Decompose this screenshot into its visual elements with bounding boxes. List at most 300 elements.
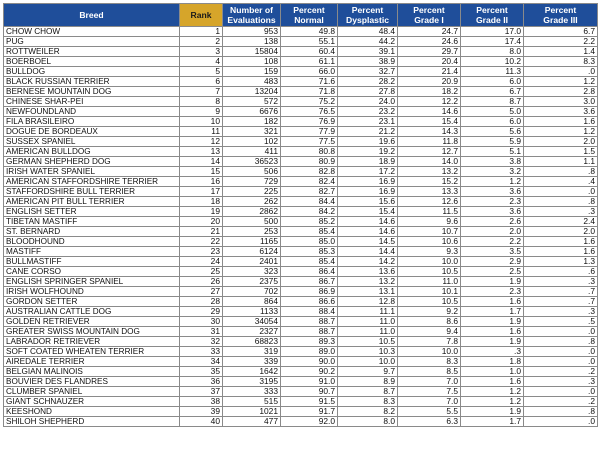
- cell-grade-1: 7.5: [398, 387, 461, 397]
- cell-breed: PUG: [4, 37, 180, 47]
- cell-grade-3: 1.6: [524, 117, 598, 127]
- cell-normal: 86.9: [281, 287, 338, 297]
- cell-normal: 84.4: [281, 197, 338, 207]
- cell-grade-3: 6.7: [524, 27, 598, 37]
- cell-normal: 85.0: [281, 237, 338, 247]
- cell-grade-3: .3: [524, 377, 598, 387]
- cell-rank: 7: [180, 87, 223, 97]
- cell-grade-3: .5: [524, 317, 598, 327]
- table-row[interactable]: [4, 327, 598, 337]
- cell-grade-2: 2.6: [461, 217, 524, 227]
- cell-grade-1: 9.4: [398, 327, 461, 337]
- cell-grade-2: 3.5: [461, 247, 524, 257]
- cell-grade-3: .6: [524, 267, 598, 277]
- cell-normal: 60.4: [281, 47, 338, 57]
- table-row[interactable]: [4, 407, 598, 417]
- table-row[interactable]: [4, 137, 598, 147]
- cell-dysplastic: 19.6: [338, 137, 398, 147]
- cell-breed: ENGLISH SPRINGER SPANIEL: [4, 277, 180, 287]
- cell-breed: CHOW CHOW: [4, 27, 180, 37]
- cell-rank: 1: [180, 27, 223, 37]
- cell-dysplastic: 16.9: [338, 177, 398, 187]
- cell-grade-2: 6.7: [461, 87, 524, 97]
- cell-grade-1: 10.5: [398, 297, 461, 307]
- col-header-rank[interactable]: Rank: [180, 4, 223, 27]
- cell-dysplastic: 10.5: [338, 337, 398, 347]
- table-row[interactable]: [4, 217, 598, 227]
- cell-dysplastic: 11.0: [338, 317, 398, 327]
- cell-grade-1: 15.2: [398, 177, 461, 187]
- table-row[interactable]: [4, 417, 598, 427]
- cell-evaluations: 321: [223, 127, 281, 137]
- col-header-normal[interactable]: [281, 4, 338, 27]
- cell-grade-3: 2.4: [524, 217, 598, 227]
- table-row[interactable]: [4, 207, 598, 217]
- cell-grade-1: 9.6: [398, 217, 461, 227]
- cell-normal: 71.6: [281, 77, 338, 87]
- cell-rank: 4: [180, 57, 223, 67]
- col-header-grade-3-l2: Grade III: [543, 15, 578, 25]
- cell-breed: AMERICAN STAFFORDSHIRE TERRIER: [4, 177, 180, 187]
- cell-grade-3: .8: [524, 167, 598, 177]
- cell-breed: FILA BRASILEIRO: [4, 117, 180, 127]
- cell-evaluations: 2862: [223, 207, 281, 217]
- cell-grade-3: .0: [524, 347, 598, 357]
- cell-breed: GIANT SCHNAUZER: [4, 397, 180, 407]
- cell-evaluations: 729: [223, 177, 281, 187]
- table-body: [4, 27, 598, 427]
- hip-dysplasia-table: [3, 3, 598, 427]
- cell-breed: BELGIAN MALINOIS: [4, 367, 180, 377]
- cell-evaluations: 323: [223, 267, 281, 277]
- table-row[interactable]: [4, 317, 598, 327]
- cell-dysplastic: 16.9: [338, 187, 398, 197]
- cell-grade-1: 7.0: [398, 377, 461, 387]
- table-row[interactable]: [4, 167, 598, 177]
- cell-dysplastic: 8.0: [338, 417, 398, 427]
- cell-grade-2: 2.0: [461, 227, 524, 237]
- cell-grade-1: 20.4: [398, 57, 461, 67]
- cell-normal: 90.7: [281, 387, 338, 397]
- table-row[interactable]: [4, 337, 598, 347]
- cell-grade-1: 14.6: [398, 107, 461, 117]
- table-row[interactable]: [4, 67, 598, 77]
- cell-grade-2: 2.9: [461, 257, 524, 267]
- cell-evaluations: 159: [223, 67, 281, 77]
- cell-rank: 2: [180, 37, 223, 47]
- col-header-dysplastic-l1: Percent: [351, 5, 384, 15]
- cell-grade-1: 12.7: [398, 147, 461, 157]
- cell-grade-1: 10.7: [398, 227, 461, 237]
- cell-grade-2: 3.6: [461, 207, 524, 217]
- cell-evaluations: 225: [223, 187, 281, 197]
- cell-evaluations: 13204: [223, 87, 281, 97]
- table-row[interactable]: [4, 387, 598, 397]
- cell-dysplastic: 32.7: [338, 67, 398, 77]
- cell-grade-1: 20.9: [398, 77, 461, 87]
- cell-grade-3: .0: [524, 417, 598, 427]
- cell-normal: 91.0: [281, 377, 338, 387]
- cell-evaluations: 2375: [223, 277, 281, 287]
- cell-breed: CANE CORSO: [4, 267, 180, 277]
- table-row[interactable]: [4, 157, 598, 167]
- cell-grade-2: 1.2: [461, 387, 524, 397]
- cell-dysplastic: 17.2: [338, 167, 398, 177]
- cell-grade-2: 3.2: [461, 167, 524, 177]
- cell-grade-3: .0: [524, 67, 598, 77]
- cell-rank: 25: [180, 267, 223, 277]
- cell-grade-1: 8.3: [398, 357, 461, 367]
- cell-dysplastic: 48.4: [338, 27, 398, 37]
- cell-grade-2: 17.4: [461, 37, 524, 47]
- cell-breed: BERNESE MOUNTAIN DOG: [4, 87, 180, 97]
- cell-grade-1: 11.5: [398, 207, 461, 217]
- cell-dysplastic: 15.6: [338, 197, 398, 207]
- col-header-grade-3-l1: Percent: [544, 5, 577, 15]
- table-row[interactable]: [4, 357, 598, 367]
- table-row[interactable]: [4, 77, 598, 87]
- cell-grade-2: .3: [461, 347, 524, 357]
- col-header-normal-l2: Normal: [294, 15, 324, 25]
- cell-dysplastic: 8.7: [338, 387, 398, 397]
- cell-normal: 49.8: [281, 27, 338, 37]
- table-row[interactable]: [4, 347, 598, 357]
- cell-grade-2: 5.9: [461, 137, 524, 147]
- cell-normal: 84.2: [281, 207, 338, 217]
- cell-evaluations: 2401: [223, 257, 281, 267]
- cell-normal: 88.7: [281, 327, 338, 337]
- cell-grade-2: 2.5: [461, 267, 524, 277]
- cell-evaluations: 515: [223, 397, 281, 407]
- cell-normal: 80.8: [281, 147, 338, 157]
- cell-rank: 21: [180, 227, 223, 237]
- cell-normal: 86.6: [281, 297, 338, 307]
- col-header-breed[interactable]: Breed: [4, 4, 180, 27]
- table-row[interactable]: [4, 197, 598, 207]
- cell-rank: 24: [180, 257, 223, 267]
- cell-grade-3: .0: [524, 387, 598, 397]
- cell-grade-3: 3.0: [524, 97, 598, 107]
- cell-grade-3: 1.4: [524, 47, 598, 57]
- cell-dysplastic: 14.5: [338, 237, 398, 247]
- cell-grade-1: 10.1: [398, 287, 461, 297]
- cell-grade-1: 10.6: [398, 237, 461, 247]
- cell-grade-2: 1.8: [461, 357, 524, 367]
- table-row[interactable]: [4, 397, 598, 407]
- cell-rank: 35: [180, 367, 223, 377]
- cell-grade-1: 21.4: [398, 67, 461, 77]
- cell-rank: 23: [180, 247, 223, 257]
- table-row[interactable]: [4, 377, 598, 387]
- cell-breed: KEESHOND: [4, 407, 180, 417]
- table-row[interactable]: [4, 147, 598, 157]
- table-row[interactable]: [4, 277, 598, 287]
- cell-evaluations: 34054: [223, 317, 281, 327]
- cell-grade-3: 1.5: [524, 147, 598, 157]
- cell-rank: 37: [180, 387, 223, 397]
- cell-dysplastic: 13.2: [338, 277, 398, 287]
- cell-grade-3: .8: [524, 197, 598, 207]
- table-row[interactable]: [4, 27, 598, 37]
- table-row[interactable]: [4, 117, 598, 127]
- cell-breed: CLUMBER SPANIEL: [4, 387, 180, 397]
- cell-normal: 90.0: [281, 357, 338, 367]
- col-header-grade-1[interactable]: [398, 4, 461, 27]
- cell-dysplastic: 14.6: [338, 227, 398, 237]
- cell-grade-1: 13.3: [398, 187, 461, 197]
- table-row[interactable]: [4, 177, 598, 187]
- cell-evaluations: 702: [223, 287, 281, 297]
- cell-evaluations: 339: [223, 357, 281, 367]
- cell-breed: SHILOH SHEPHERD: [4, 417, 180, 427]
- cell-grade-3: .7: [524, 297, 598, 307]
- cell-normal: 77.5: [281, 137, 338, 147]
- cell-rank: 15: [180, 167, 223, 177]
- cell-normal: 66.0: [281, 67, 338, 77]
- col-header-dysplastic-l2: Dysplastic: [346, 15, 389, 25]
- cell-breed: NEWFOUNDLAND: [4, 107, 180, 117]
- table-row[interactable]: [4, 57, 598, 67]
- cell-grade-2: 1.0: [461, 367, 524, 377]
- cell-grade-1: 8.5: [398, 367, 461, 377]
- cell-grade-3: .0: [524, 327, 598, 337]
- cell-grade-3: .8: [524, 407, 598, 417]
- cell-breed: STAFFORDSHIRE BULL TERRIER: [4, 187, 180, 197]
- cell-breed: BOUVIER DES FLANDRES: [4, 377, 180, 387]
- cell-dysplastic: 27.8: [338, 87, 398, 97]
- cell-grade-1: 6.3: [398, 417, 461, 427]
- cell-grade-3: 1.1: [524, 157, 598, 167]
- cell-grade-2: 1.6: [461, 297, 524, 307]
- cell-normal: 85.2: [281, 217, 338, 227]
- table-row[interactable]: [4, 307, 598, 317]
- cell-grade-2: 2.2: [461, 237, 524, 247]
- cell-grade-3: 2.2: [524, 37, 598, 47]
- cell-breed: BLOODHOUND: [4, 237, 180, 247]
- cell-dysplastic: 44.2: [338, 37, 398, 47]
- cell-dysplastic: 11.0: [338, 327, 398, 337]
- col-header-grade-2[interactable]: [461, 4, 524, 27]
- cell-evaluations: 182: [223, 117, 281, 127]
- cell-dysplastic: 19.2: [338, 147, 398, 157]
- cell-breed: AIREDALE TERRIER: [4, 357, 180, 367]
- cell-normal: 90.2: [281, 367, 338, 377]
- cell-breed: GERMAN SHEPHERD DOG: [4, 157, 180, 167]
- cell-grade-2: 17.0: [461, 27, 524, 37]
- cell-grade-2: 1.9: [461, 277, 524, 287]
- cell-evaluations: 572: [223, 97, 281, 107]
- cell-breed: ROTTWEILER: [4, 47, 180, 57]
- col-header-evaluations-l1: Number of: [230, 5, 273, 15]
- cell-dysplastic: 10.0: [338, 357, 398, 367]
- cell-grade-2: 5.6: [461, 127, 524, 137]
- cell-rank: 27: [180, 287, 223, 297]
- cell-normal: 82.4: [281, 177, 338, 187]
- cell-rank: 17: [180, 187, 223, 197]
- cell-breed: AUSTRALIAN CATTLE DOG: [4, 307, 180, 317]
- cell-grade-2: 5.0: [461, 107, 524, 117]
- cell-grade-3: .3: [524, 207, 598, 217]
- cell-dysplastic: 21.2: [338, 127, 398, 137]
- header-row: [4, 4, 598, 27]
- cell-dysplastic: 13.6: [338, 267, 398, 277]
- cell-evaluations: 506: [223, 167, 281, 177]
- cell-breed: CHINESE SHAR-PEI: [4, 97, 180, 107]
- cell-normal: 85.4: [281, 227, 338, 237]
- table-row[interactable]: [4, 187, 598, 197]
- cell-grade-3: 2.0: [524, 137, 598, 147]
- table-row[interactable]: [4, 257, 598, 267]
- col-header-dysplastic[interactable]: [338, 4, 398, 27]
- cell-grade-3: 2.8: [524, 87, 598, 97]
- cell-dysplastic: 28.2: [338, 77, 398, 87]
- cell-grade-1: 18.2: [398, 87, 461, 97]
- cell-grade-1: 9.2: [398, 307, 461, 317]
- cell-rank: 12: [180, 137, 223, 147]
- cell-grade-1: 10.5: [398, 267, 461, 277]
- cell-normal: 88.4: [281, 307, 338, 317]
- cell-rank: 18: [180, 197, 223, 207]
- cell-normal: 76.5: [281, 107, 338, 117]
- cell-grade-2: 1.6: [461, 377, 524, 387]
- cell-rank: 33: [180, 347, 223, 357]
- col-header-normal-l1: Percent: [293, 5, 325, 15]
- cell-normal: 85.3: [281, 247, 338, 257]
- cell-rank: 34: [180, 357, 223, 367]
- table-row[interactable]: [4, 287, 598, 297]
- cell-rank: 13: [180, 147, 223, 157]
- cell-breed: ENGLISH SETTER: [4, 207, 180, 217]
- cell-evaluations: 3195: [223, 377, 281, 387]
- cell-evaluations: 6124: [223, 247, 281, 257]
- cell-evaluations: 108: [223, 57, 281, 67]
- cell-breed: ST. BERNARD: [4, 227, 180, 237]
- col-header-evaluations[interactable]: [223, 4, 281, 27]
- cell-grade-1: 13.2: [398, 167, 461, 177]
- cell-dysplastic: 12.8: [338, 297, 398, 307]
- cell-grade-1: 5.5: [398, 407, 461, 417]
- cell-evaluations: 864: [223, 297, 281, 307]
- cell-evaluations: 6676: [223, 107, 281, 117]
- cell-dysplastic: 8.9: [338, 377, 398, 387]
- cell-breed: IRISH WATER SPANIEL: [4, 167, 180, 177]
- cell-grade-3: 1.2: [524, 127, 598, 137]
- table-row[interactable]: [4, 87, 598, 97]
- table-row[interactable]: [4, 107, 598, 117]
- cell-grade-2: 1.7: [461, 417, 524, 427]
- cell-rank: 26: [180, 277, 223, 287]
- cell-dysplastic: 9.7: [338, 367, 398, 377]
- col-header-grade-3[interactable]: [524, 4, 598, 27]
- cell-evaluations: 333: [223, 387, 281, 397]
- cell-grade-1: 7.0: [398, 397, 461, 407]
- cell-breed: IRISH WOLFHOUND: [4, 287, 180, 297]
- cell-rank: 31: [180, 327, 223, 337]
- cell-evaluations: 477: [223, 417, 281, 427]
- cell-grade-1: 10.0: [398, 257, 461, 267]
- cell-rank: 10: [180, 117, 223, 127]
- cell-breed: GREATER SWISS MOUNTAIN DOG: [4, 327, 180, 337]
- cell-rank: 20: [180, 217, 223, 227]
- cell-evaluations: 483: [223, 77, 281, 87]
- table-row[interactable]: [4, 97, 598, 107]
- cell-grade-2: 10.2: [461, 57, 524, 67]
- cell-grade-2: 2.3: [461, 197, 524, 207]
- cell-grade-3: .2: [524, 397, 598, 407]
- cell-grade-1: 7.8: [398, 337, 461, 347]
- cell-evaluations: 2327: [223, 327, 281, 337]
- cell-grade-2: 3.8: [461, 157, 524, 167]
- col-header-evaluations-l2: Evaluations: [227, 15, 276, 25]
- cell-evaluations: 36523: [223, 157, 281, 167]
- table-row[interactable]: [4, 227, 598, 237]
- cell-evaluations: 138: [223, 37, 281, 47]
- table-row[interactable]: [4, 267, 598, 277]
- cell-rank: 32: [180, 337, 223, 347]
- cell-rank: 28: [180, 297, 223, 307]
- cell-grade-2: 1.2: [461, 177, 524, 187]
- cell-normal: 85.4: [281, 257, 338, 267]
- cell-evaluations: 253: [223, 227, 281, 237]
- table-row[interactable]: [4, 47, 598, 57]
- cell-grade-1: 24.6: [398, 37, 461, 47]
- cell-normal: 80.9: [281, 157, 338, 167]
- cell-dysplastic: 11.1: [338, 307, 398, 317]
- cell-grade-3: .3: [524, 307, 598, 317]
- cell-normal: 86.7: [281, 277, 338, 287]
- table-row[interactable]: [4, 367, 598, 377]
- cell-grade-2: 1.9: [461, 337, 524, 347]
- cell-rank: 30: [180, 317, 223, 327]
- cell-rank: 3: [180, 47, 223, 57]
- cell-normal: 91.5: [281, 397, 338, 407]
- cell-rank: 5: [180, 67, 223, 77]
- cell-grade-2: 1.2: [461, 397, 524, 407]
- cell-grade-2: 11.3: [461, 67, 524, 77]
- table-row[interactable]: [4, 247, 598, 257]
- cell-dysplastic: 14.4: [338, 247, 398, 257]
- cell-grade-3: .8: [524, 337, 598, 347]
- cell-evaluations: 411: [223, 147, 281, 157]
- cell-rank: 9: [180, 107, 223, 117]
- table-row[interactable]: [4, 127, 598, 137]
- table-row[interactable]: [4, 237, 598, 247]
- table-row[interactable]: [4, 37, 598, 47]
- cell-breed: BLACK RUSSIAN TERRIER: [4, 77, 180, 87]
- cell-evaluations: 1133: [223, 307, 281, 317]
- cell-evaluations: 68823: [223, 337, 281, 347]
- cell-dysplastic: 39.1: [338, 47, 398, 57]
- cell-grade-3: 3.6: [524, 107, 598, 117]
- cell-grade-1: 11.0: [398, 277, 461, 287]
- cell-dysplastic: 24.0: [338, 97, 398, 107]
- cell-grade-3: 1.2: [524, 77, 598, 87]
- cell-normal: 91.7: [281, 407, 338, 417]
- cell-grade-2: 8.7: [461, 97, 524, 107]
- cell-normal: 82.8: [281, 167, 338, 177]
- cell-breed: BOERBOEL: [4, 57, 180, 67]
- table-row[interactable]: [4, 297, 598, 307]
- cell-dysplastic: 18.9: [338, 157, 398, 167]
- cell-grade-3: .0: [524, 357, 598, 367]
- cell-evaluations: 1642: [223, 367, 281, 377]
- cell-grade-1: 14.0: [398, 157, 461, 167]
- cell-grade-1: 15.4: [398, 117, 461, 127]
- cell-grade-3: .2: [524, 367, 598, 377]
- cell-rank: 22: [180, 237, 223, 247]
- cell-dysplastic: 15.4: [338, 207, 398, 217]
- cell-dysplastic: 23.2: [338, 107, 398, 117]
